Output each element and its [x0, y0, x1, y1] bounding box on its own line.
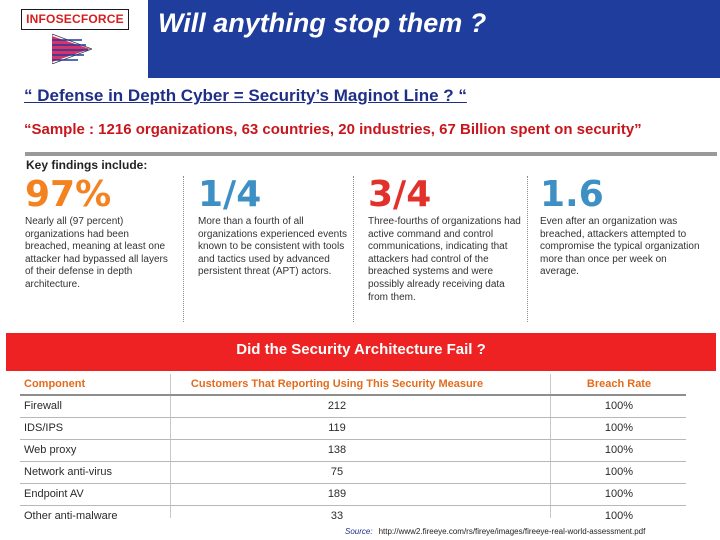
key-findings-rule [25, 152, 717, 156]
cell-customers: 138 [327, 444, 347, 456]
subtitle: “ Defense in Depth Cyber = Security’s Maginot Line ? “ [24, 86, 467, 105]
cell-breach-rate: 100% [604, 510, 634, 522]
logo [21, 9, 129, 30]
cell-breach-rate: 100% [604, 422, 634, 434]
cell-customers: 189 [327, 488, 347, 500]
cell-breach-rate: 100% [604, 466, 634, 478]
finding-item [183, 176, 351, 322]
table-row [20, 418, 686, 440]
finding-text: Even after an organization was breached, attackers attempted to compromise the typical organization more than once per week on average. [540, 216, 700, 278]
table-row [20, 440, 686, 462]
finding-stat: 3/4 [368, 174, 432, 215]
table-header-row [20, 374, 686, 396]
cell-customers: 119 [328, 422, 346, 434]
source-citation [345, 527, 645, 536]
slide-title: Will anything stop them ? [158, 8, 487, 38]
table-row [20, 396, 686, 418]
cell-component: Other anti-malware [24, 510, 118, 522]
key-findings-heading: Key findings include: [26, 158, 148, 172]
cell-component: Firewall [24, 400, 62, 412]
banner-text: Did the Security Architecture Fail ? [236, 341, 486, 358]
finding-stat: 97% [25, 174, 112, 215]
cell-customers: 212 [327, 400, 347, 412]
finding-text: Three-fourths of organizations had active command and control communications, indicating that attackers had control of the breached systems and were possibly already receiving data from them. [368, 216, 521, 303]
key-findings-panel [25, 152, 717, 322]
finding-item [353, 176, 525, 322]
cell-customers: 33 [330, 510, 344, 522]
cell-breach-rate: 100% [604, 400, 634, 412]
sample-description: “Sample : 1216 organizations, 63 countries, 20 industries, 67 Billion spent on security” [24, 121, 642, 138]
cell-breach-rate: 100% [604, 488, 634, 500]
cell-component: IDS/IPS [24, 422, 64, 434]
source-label: Source: [345, 527, 373, 536]
finding-stat: 1.6 [540, 174, 604, 215]
source-url[interactable]: http://www2.fireeye.com/rs/fireye/images/fireeye-real-world-assessment.pdf [378, 527, 646, 536]
header-component: Component [24, 378, 86, 390]
question-banner [5, 332, 717, 372]
header-customers: Customers That Reporting Using This Security Measure [190, 378, 484, 390]
table-row [20, 462, 686, 484]
finding-item [25, 176, 175, 322]
header-breach-rate: Breach Rate [586, 378, 652, 390]
logo-text: INFOSECFORCE [26, 12, 124, 26]
cell-component: Endpoint AV [24, 488, 84, 500]
cell-component: Network anti-virus [24, 466, 113, 478]
cell-component: Web proxy [24, 444, 77, 456]
cell-customers: 75 [330, 466, 344, 478]
finding-text: More than a fourth of all organizations experienced events known to be consistent with tools and tactics used by advanced persistent threat (APT) actors. [198, 216, 347, 278]
logo-triangle-icon [52, 34, 92, 64]
cell-breach-rate: 100% [604, 444, 634, 456]
table-row [20, 506, 686, 528]
table-row [20, 484, 686, 506]
finding-text: Nearly all (97 percent) organizations had been breached, meaning at least one attacker had bypassed all layers of their defense in depth architecture. [25, 216, 168, 290]
finding-item [527, 176, 707, 322]
finding-stat: 1/4 [198, 174, 262, 215]
